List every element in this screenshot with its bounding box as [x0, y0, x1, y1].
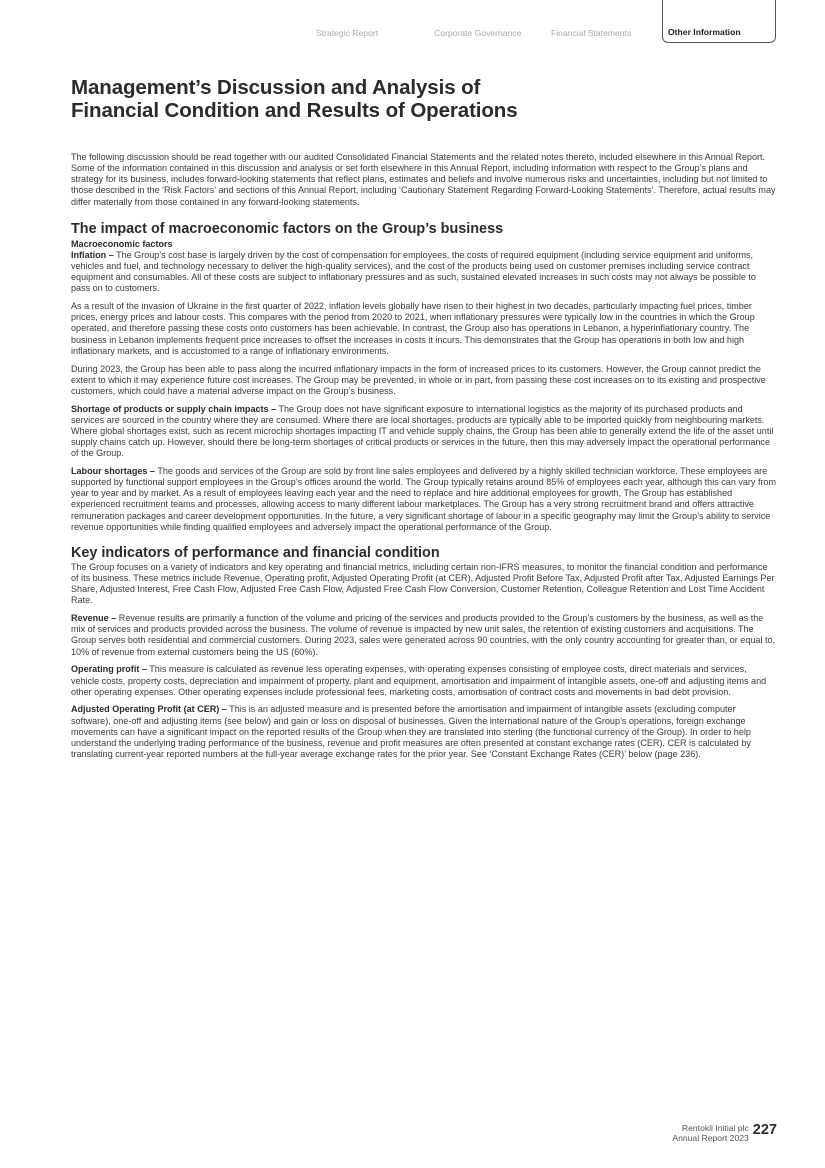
page-footer	[672, 1121, 777, 1143]
revenue-text: Revenue results are primarily a function of the volume and pricing of the services and products provided to the Group’s customers by the business, as well as the mix of services and products provided across the business. The volume of revenue is impacted by new unit sales, the retention of existing customers and acquisitions. The Group serves both residential and commercial customers. During 2023, sales were generated across 90 countries, with the only country accounting for greater than, or equal to, 10% of revenue from external customers being the US (60%).	[71, 613, 776, 657]
tab-other-information-label: Other Information	[668, 27, 741, 37]
paragraph-ukraine: As a result of the invasion of Ukraine in the first quarter of 2022, inflation levels globally have risen to their highest in two decades, particularly impacting fuel prices, timber prices, energy prices and labour costs. This compares with the period from 2020 to 2021, when inflationary pressures were typically low in the countries in which the Group operated, and therefore passing these costs onto customers has been achievable. In contrast, the Group also has operations in Lebanon, a hyperinflationary country. The business in Lebanon implements frequent price increases to offset the increases in costs it incurs. This demonstrates that the Group has operations in both low and high inflationary markets, and is accustomed to a range of inflationary environments.	[71, 301, 755, 356]
inflation-text: The Group’s cost base is largely driven by the cost of compensation for employees, the costs of required equipment (including service equipment and uniforms, vehicles and fuel, and technology necessary to deliver the high-quality services), and the cost of the products being used on customer premises including service contract equipment and consumables. All of these costs are subject to inflationary pressures and as such, sustained elevated increases in such costs may not always be possible to pass on to customers.	[71, 249, 756, 294]
adjusted-operating-profit-lead: Adjusted Operating Profit (at CER) –	[71, 704, 227, 715]
labour-text: The goods and services of the Group are sold by front line sales employees and delivered by a highly skilled technician workforce. These employees are supported by functional support employees in the Group’s offices around the world. The Group typically retains around 85% of employees each year, although this can vary from year to year and by market. As a result of employees leaving each year and the need to replace and hire additional employees for growth, The Group has established experienced recruitment teams and processes, allowing access to many different labour marketplaces. The Group has a very strong recruitment brand and offers attractive remuneration packages and career development opportunities. In the future, a very significant shortage of labour in a specific geography may limit the Group’s ability to service revenue opportunities while finding qualified employees and adversely impact the operational performance of the Group.	[71, 465, 777, 532]
operating-profit-text: This measure is calculated as revenue less operating expenses, with operating expenses consisting of employee costs, direct materials and services, vehicle costs, property costs, depreciation and impairment of property, plant and equipment, amortisation and impairment of intangible assets, one-off and adjusting items and other operating expenses. Other operating expenses include professional fees, marketing costs, amortisation of contract costs and movements in bad debt provision.	[71, 664, 767, 697]
tab-corporate-governance[interactable]: Corporate Governance	[434, 28, 522, 38]
footer-report: Annual Report 2023	[672, 1133, 749, 1143]
tab-other-information[interactable]	[662, 0, 776, 43]
adjusted-operating-profit-text: This is an adjusted measure and is presented before the amortisation and impairment of intangible assets (excluding computer software), one-off and adjusting items (see below) and gain or loss on disposal of businesses. Given the international nature of the Group’s operations, foreign exchange movements can have a significant impact on the reported results of the Group when they are translated into sterling (the functional currency of the Group). In order to help understand the underlying trading performance of the business, revenue and profit measures are often presented at constant exchange rates (CER). CER is calculated by translating current-year reported numbers at the full-year average exchange rates for the prior year. See ‘Constant Exchange Rates (CER)’ below (page 236).	[71, 704, 751, 760]
tab-strategic-report[interactable]: Strategic Report	[316, 28, 379, 38]
inflation-lead: Inflation –	[71, 249, 114, 260]
page-title	[71, 76, 777, 122]
paragraph-labour-shortages	[71, 466, 777, 533]
labour-lead: Labour shortages –	[71, 465, 155, 476]
paragraph-inflation	[71, 250, 777, 295]
paragraph-supply-chain	[71, 404, 777, 460]
paragraph-operating-profit	[71, 664, 777, 697]
section-heading-key-indicators: Key indicators of performance and financial condition	[71, 544, 440, 561]
page-title-line-1: Management’s Discussion and Analysis of	[71, 76, 481, 99]
paragraph-key-indicators: The Group focuses on a variety of indicators and key operating and financial metrics, including certain non-IFRS measures, to monitor the financial condition and performance of its business. These metrics include Revenue, Operating profit, Adjusted Operating Profit (at CER), Adjusted Profit Before Tax, Adjusted Profit after Tax, Adjusted Earnings Per Share, Adjusted Interest, Free Cash Flow, Adjusted Free Cash Flow, Adjusted Free Cash Flow Conversion, Customer Retention, Colleague Retention and Lost Time Accident Rate.	[71, 561, 775, 606]
footer-report-info	[672, 1123, 748, 1143]
footer-company: Rentokil Initial plc	[681, 1123, 749, 1133]
paragraph-adjusted-operating-profit	[71, 704, 777, 760]
operating-profit-lead: Operating profit –	[71, 664, 147, 675]
subheading-macroeconomic-factors: Macroeconomic factors	[71, 238, 173, 249]
intro-paragraph: The following discussion should be read together with our audited Consolidated Financial Statements and the related notes thereto, included elsewhere in this Annual Report. Some of the information contained in this discussion and analysis or set forth elsewhere in this Annual Report, including information with respect to the Group’s plans and strategy for its business, includes forward-looking statements that reflect plans, estimates and beliefs and involve numerous risks and uncertainties, including but not limited to those described in the ‘Risk Factors’ and sections of this Annual Report, including ‘Cautionary Statement Regarding Forward-Looking Statements’. Therefore, actual results may differ materially from those contained in any forward-looking statements.	[71, 152, 776, 207]
page-title-line-2: Financial Condition and Results of Operations	[71, 99, 518, 122]
tab-financial-statements[interactable]: Financial Statements	[551, 28, 632, 38]
main-content	[71, 76, 777, 760]
supply-chain-text: The Group does not have significant exposure to international logistics as the majority of its purchased products and services are sourced in the country where they are consumed. Where there are local shortages, products are typically able to be imported quickly from neighbouring markets. Where global shortages exist, such as recent microchip shortages impacting IT and vehicle supply chains, the Group has been able to generally extend the life of the asset until supply chains catch up. However, should there be long-term shortages of critical products or services in the future, then this may adversely impact the operational performance of the Group.	[71, 403, 774, 459]
paragraph-revenue	[71, 613, 777, 658]
section-heading-macroeconomic: The impact of macroeconomic factors on the Group’s business	[71, 220, 504, 237]
page-number: 227	[752, 1122, 777, 1138]
revenue-lead: Revenue –	[71, 613, 117, 624]
section-navigation	[0, 0, 825, 46]
supply-chain-lead: Shortage of products or supply chain impacts –	[71, 403, 277, 414]
paragraph-during-2023: During 2023, the Group has been able to pass along the incurred inflationary impacts in the form of increased prices to its customers. However, the Group cannot predict the extent to which it may experience future cost increases. The Group may be prevented, in whole or in part, from passing these cost increases on to its existing and prospective customers, which could have a material adverse impact on the Group’s business.	[71, 363, 766, 396]
